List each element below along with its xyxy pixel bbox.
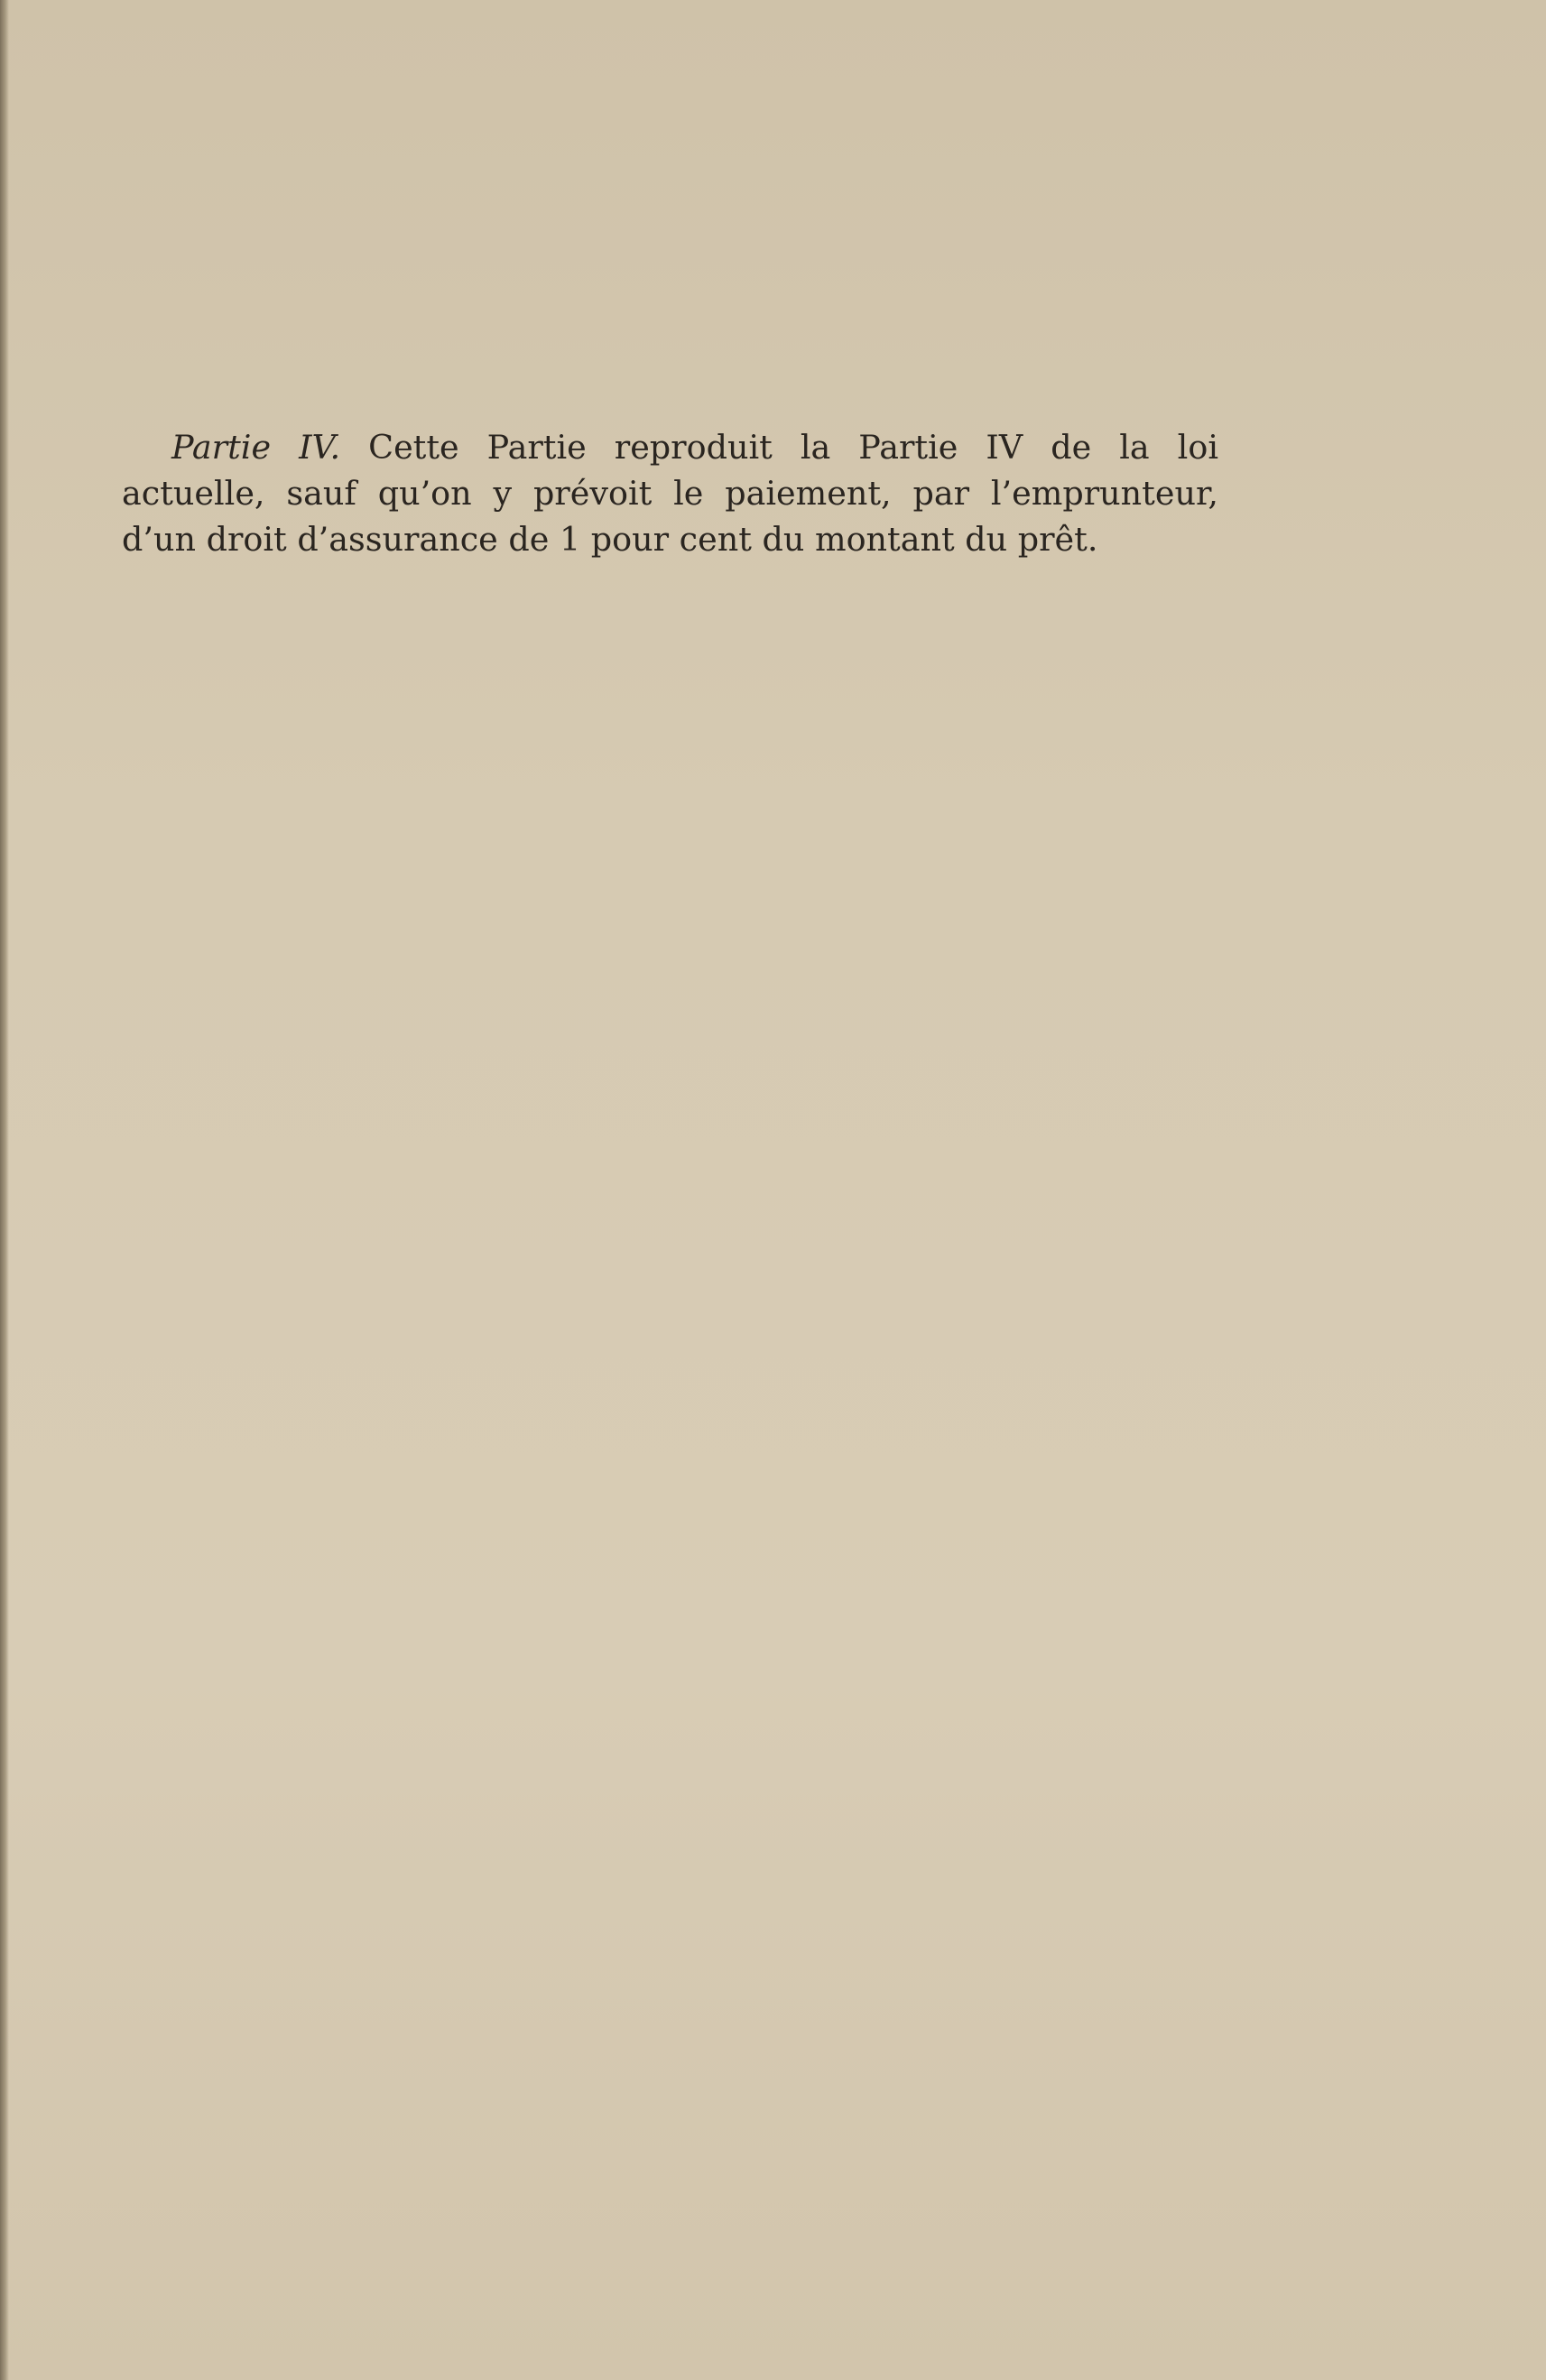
paragraph-line-3: d’un droit d’assurance de 1 pour cent du montant du prêt. (122, 520, 1098, 559)
section-heading: Partie IV. (171, 428, 341, 467)
paragraph-line-2: actuelle, sauf qu’on y prévoit le paiement, par l’emprunteur, (122, 474, 1218, 513)
body-paragraph (122, 424, 1218, 562)
paragraph-line-1 (122, 424, 1218, 470)
page-binding-edge (0, 0, 9, 2380)
paragraph-line-1-text: Cette Partie reproduit la Partie IV de la loi (368, 428, 1219, 467)
